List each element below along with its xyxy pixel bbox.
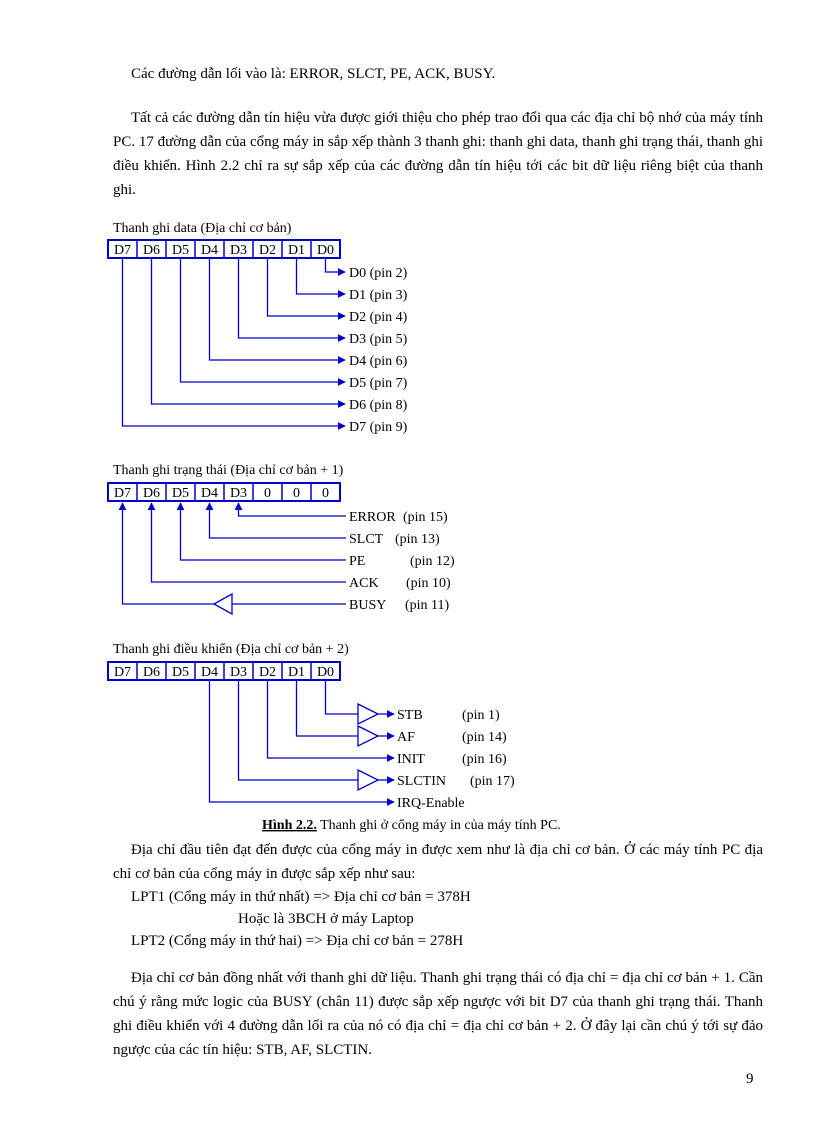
control-register-cell: D6: [142, 665, 161, 680]
data-output-label: D1 (pin 3): [349, 288, 408, 303]
status-line-busy: [123, 503, 347, 604]
paragraph-input-lines: Các đường dẫn lối vào là: ERROR, SLCT, PE, ACK, BUSY.: [131, 66, 496, 82]
page-number: 9: [746, 1071, 754, 1087]
control-output-label: IRQ-Enable: [397, 796, 465, 811]
control-register-cell: D3: [229, 665, 248, 680]
control-pin-label: (pin 14): [462, 730, 507, 745]
data-register-cell: D2: [258, 243, 277, 258]
status-pin-label: (pin 11): [405, 598, 450, 613]
paragraph-intro: Tất cả các đường dẫn tín hiệu vừa được giới thiệu cho phép trao đổi qua các địa chỉ bộ nhớ của máy tính PC. 17 đường dẫn của cổng máy in sắp xếp thành 3 thanh ghi: thanh ghi data, thanh ghi trạng thái, thanh ghi điều khiển. Hình 2.2 chỉ ra sự sắp xếp của các đường dẫn tín hiệu tới các bit dữ liệu riêng biệt của thanh ghi.: [113, 110, 763, 198]
status-register-title: Thanh ghi trạng thái (Địa chỉ cơ bản + 1): [113, 463, 344, 478]
control-output-label: AF: [397, 730, 415, 745]
control-pin-label: (pin 1): [462, 708, 500, 723]
status-line-pe: [181, 503, 347, 560]
control-register-title: Thanh ghi điều khiển (Địa chỉ cơ bản + 2): [113, 642, 349, 657]
control-register-cell: D0: [316, 665, 335, 680]
status-line-slct: [210, 503, 347, 538]
control-register-cell: D7: [113, 665, 132, 680]
control-register-cell: D5: [171, 665, 190, 680]
control-pin-label: (pin 17): [470, 774, 515, 789]
data-output-label: D2 (pin 4): [349, 310, 408, 325]
control-inverter: [358, 726, 378, 746]
control-pin-label: (pin 16): [462, 752, 507, 767]
status-pin-label: (pin 15): [403, 510, 448, 525]
status-register-cell: D4: [200, 486, 219, 501]
data-output-label: D3 (pin 5): [349, 332, 408, 347]
data-register-cell: D1: [287, 243, 306, 258]
status-pin-label: (pin 10): [406, 576, 451, 591]
status-input-label: SLCT: [349, 532, 384, 547]
data-line-d3: [239, 258, 346, 338]
data-line-d0: [326, 258, 346, 272]
control-output-label: INIT: [397, 752, 425, 767]
status-pin-label: (pin 13): [395, 532, 440, 547]
status-register-cell: 0: [264, 486, 271, 501]
data-register-cell: D3: [229, 243, 248, 258]
lpt2-line: LPT2 (Cổng máy in thứ hai) => Địa chỉ cơ bản = 278H: [131, 933, 464, 949]
paragraph-closing: Địa chỉ cơ bản đồng nhất với thanh ghi dữ liệu. Thanh ghi trạng thái có địa chỉ = địa chỉ cơ bản + 1. Cần chú ý rằng mức logic của BUSY (chân 11) được sắp xếp ngược với bit D7 của thanh ghi trạng thái. Thanh ghi điều khiển với 4 đường dẫn lối ra của nó có địa chỉ = địa chỉ cơ bản + 2. Ở đây lại cần chú ý tới sự đảo ngược của các tín hiệu: STB, AF, SLCTIN.: [113, 970, 763, 1058]
status-input-label: ERROR: [349, 510, 396, 525]
status-input-label: PE: [349, 554, 366, 569]
lpt1-line: LPT1 (Cổng máy in thứ nhất) => Địa chỉ cơ bản = 378H: [131, 889, 471, 905]
data-output-label: D4 (pin 6): [349, 354, 408, 369]
status-register-cell: D7: [113, 486, 132, 501]
control-line-init: [268, 680, 395, 758]
data-register-cell: D4: [200, 243, 219, 258]
data-output-label: D7 (pin 9): [349, 420, 408, 435]
figure-caption: [262, 818, 561, 833]
laptop-line: Hoặc là 3BCH ở máy Laptop: [238, 911, 414, 927]
status-pin-label: (pin 12): [410, 554, 455, 569]
data-line-d7: [123, 258, 346, 426]
control-line-af: [297, 680, 395, 736]
data-line-d1: [297, 258, 346, 294]
control-line-slctin: [239, 680, 395, 780]
control-register-cell: D4: [200, 665, 219, 680]
control-inverter: [358, 770, 378, 790]
control-output-label: SLCTIN: [397, 774, 446, 789]
data-line-d2: [268, 258, 346, 316]
data-register-cell: D6: [142, 243, 161, 258]
status-register-cell: D5: [171, 486, 190, 501]
data-register-cell: D0: [316, 243, 335, 258]
data-register-cell: D7: [113, 243, 132, 258]
control-inverter: [358, 704, 378, 724]
data-output-label: D5 (pin 7): [349, 376, 408, 391]
status-register-cell: D6: [142, 486, 161, 501]
figure-caption-label: Hình 2.2.: [262, 818, 317, 833]
status-line-error: [239, 503, 347, 516]
control-register-cell: D1: [287, 665, 306, 680]
paragraph-base-address: Địa chỉ đầu tiên đạt đến được của cổng máy in được xem như là địa chỉ cơ bản. Ở các máy tính PC địa chỉ cơ bản của cổng máy in được sắp xếp như sau:: [113, 842, 763, 882]
status-register-cell: D3: [229, 486, 248, 501]
data-register-cell: D5: [171, 243, 190, 258]
figure-caption-text: Thanh ghi ở cổng máy in của máy tính PC.: [316, 818, 561, 833]
control-register-cell: D2: [258, 665, 277, 680]
control-output-label: STB: [397, 708, 423, 723]
busy-inverter: [214, 594, 232, 614]
data-output-label: D0 (pin 2): [349, 266, 408, 281]
data-line-d4: [210, 258, 346, 360]
status-register-cell: 0: [322, 486, 329, 501]
status-register-cell: 0: [293, 486, 300, 501]
data-register-title: Thanh ghi data (Địa chỉ cơ bản): [113, 221, 292, 236]
status-input-label: ACK: [349, 576, 379, 591]
status-input-label: BUSY: [349, 598, 387, 613]
data-line-d5: [181, 258, 346, 382]
data-output-label: D6 (pin 8): [349, 398, 408, 413]
